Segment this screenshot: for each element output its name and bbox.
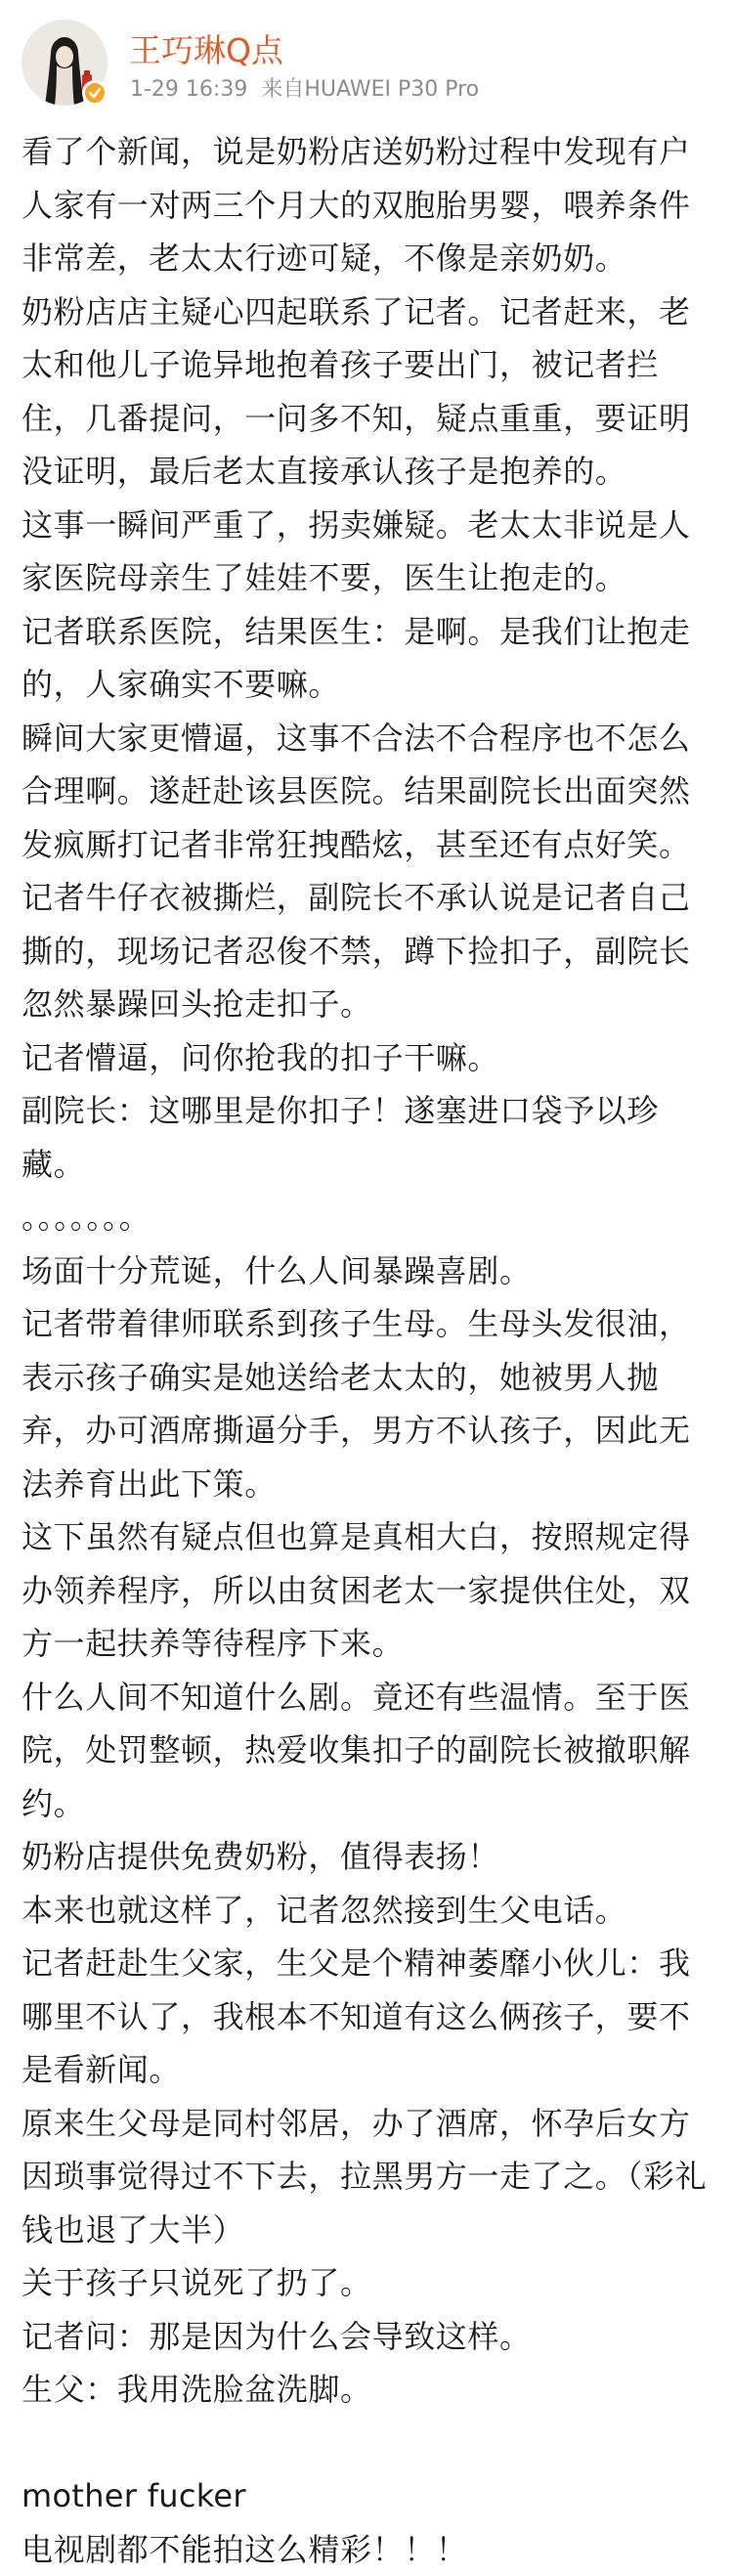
paragraph: 这事一瞬间严重了，拐卖嫌疑。老太太非说是人家医院母亲生了娃娃不要，医生让抱走的。 <box>22 499 711 605</box>
paragraph: 原来生父母是同村邻居，办了酒席，怀孕后女方因琐事觉得过不下去，拉黑男方一走了之。（彩礼钱也退了大半） <box>22 2097 711 2257</box>
source-prefix: 来自 <box>261 77 304 102</box>
post-header <box>0 0 733 117</box>
paragraph: 记者牛仔衣被撕烂，副院长不承认说是记者自己撕的，现场记者忍俊不禁，蹲下捡扣子，副院长忽然暴躁回头抢走扣子。 <box>22 871 711 1031</box>
paragraph: 看了个新闻，说是奶粉店送奶粉过程中发现有户人家有一对两三个月大的双胞胎男婴，喂养条件非常差，老太太行迹可疑，不像是亲奶奶。 <box>22 125 711 285</box>
paragraph: 奶粉店提供免费奶粉，值得表扬！ <box>22 1830 711 1884</box>
paragraph: 场面十分荒诞，什么人间暴躁喜剧。 <box>22 1244 711 1298</box>
blank-line <box>22 2417 711 2470</box>
paragraph: 记者懵逼，问你抢我的扣子干嘛。 <box>22 1031 711 1085</box>
source-device[interactable]: HUAWEI P30 Pro <box>304 77 479 102</box>
paragraph: 瞬间大家更懵逼，这事不合法不合程序也不怎么合理啊。遂赶赴该县医院。结果副院长出面突然发疯厮打记者非常狂拽酷炫，甚至还有点好笑。 <box>22 712 711 872</box>
paragraph: mother fucker <box>22 2469 711 2523</box>
paragraph: 副院长：这哪里是你扣子！遂塞进口袋予以珍藏。 <box>22 1084 711 1191</box>
paragraph: 什么人间不知道什么剧。竟还有些温情。至于医院，处罚整顿，热爱收集扣子的副院长被撤职解约。 <box>22 1671 711 1831</box>
paragraph: 奶粉店店主疑心四起联系了记者。记者赶来，老太和他儿子诡异地抱着孩子要出门，被记者拦住，几番提问，一问多不知，疑点重重，要证明没证明，最后老太直接承认孩子是抱养的。 <box>22 285 711 499</box>
paragraph: 。。。。。。。 <box>22 1191 711 1244</box>
verified-badge-icon <box>82 80 108 106</box>
paragraph: 关于孩子只说死了扔了。 <box>22 2256 711 2310</box>
paragraph: 这下虽然有疑点但也算是真相大白，按照规定得办领养程序，所以由贫困老太一家提供住处，双方一起扶养等待程序下来。 <box>22 1510 711 1671</box>
paragraph: 记者带着律师联系到孩子生母。生母头发很油，表示孩子确实是她送给老太太的，她被男人抛弃，办可酒席撕逼分手，男方不认孩子，因此无法养育出此下策。 <box>22 1297 711 1510</box>
user-name[interactable]: 王巧琳Q点 <box>129 31 283 70</box>
post-meta <box>130 76 479 104</box>
paragraph: 记者问：那是因为什么会导致这样。 <box>22 2310 711 2364</box>
paragraph: 记者联系医院，结果医生：是啊。是我们让抱走的，人家确实不要嘛。 <box>22 605 711 712</box>
paragraph: 本来也就这样了，记者忽然接到生父电话。 <box>22 1884 711 1938</box>
timestamp: 1-29 16:39 <box>130 77 247 102</box>
post-body <box>22 125 711 2576</box>
paragraph: 记者赶赴生父家，生父是个精神萎靡小伙儿：我哪里不认了，我根本不知道有这么俩孩子，要不是看新闻。 <box>22 1937 711 2097</box>
paragraph: 电视剧都不能拍这么精彩！！！ <box>22 2523 711 2576</box>
paragraph: 生父：我用洗脸盆洗脚。 <box>22 2363 711 2417</box>
